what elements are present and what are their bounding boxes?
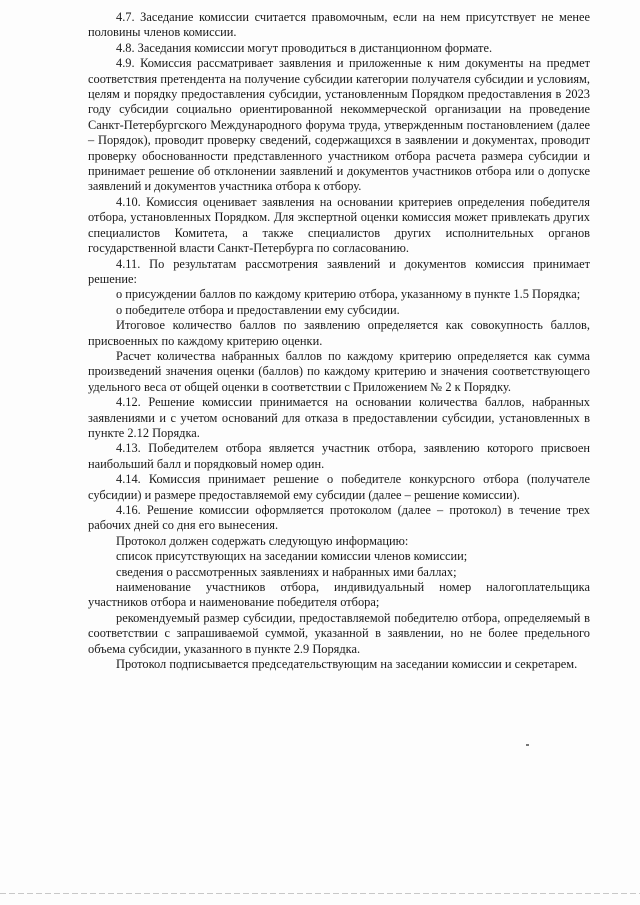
paragraph-4-16: 4.16. Решение комиссии оформляется протоколом (далее – протокол) в течение трех рабочих дней со дня его вынесения. (88, 503, 590, 533)
scan-speck (526, 744, 529, 746)
paragraph-4-13: 4.13. Победителем отбора является участник отбора, заявлению которого присвоен наибольший балл и порядковый номер один. (88, 441, 590, 471)
paragraph-4-10: 4.10. Комиссия оценивает заявления на основании критериев определения победителя отбора, установленных Порядком. Для экспертной оценки комиссия может привлекать других специалистов Комитета, а также специалистов других исполнительных органов государственной власти Санкт-Петербурга по согласованию. (88, 194, 590, 256)
document-body (88, 10, 590, 672)
paragraph-4-8: 4.8. Заседания комиссии могут проводиться в дистанционном формате. (116, 40, 493, 55)
paragraph-total-points: Итоговое количество баллов по заявлению определяется как совокупность баллов, присвоенных по каждому критерию оценки. (88, 318, 590, 348)
paragraph-4-14: 4.14. Комиссия принимает решение о победителе конкурсного отбора (получателе субсидии) и размере предоставляемой ему субсидии (далее – решение комиссии). (88, 472, 590, 502)
paragraph-4-7: 4.7. Заседание комиссии считается правомочным, если на нем присутствует не менее половины членов комиссии. (88, 10, 590, 40)
decision-item-winner: о победителе отбора и предоставлении ему субсидии. (116, 302, 400, 317)
scan-edge-line (0, 893, 640, 894)
paragraph-protocol-contents: Протокол должен содержать следующую информацию: (116, 533, 409, 548)
paragraph-4-12: 4.12. Решение комиссии принимается на основании количества баллов, набранных заявлениями и с учетом оснований для отказа в предоставлении субсидии, установленных в пункте 2.12 Порядка. (88, 395, 590, 440)
paragraph-points-calculation: Расчет количества набранных баллов по каждому критерию определяется как сумма произведений значения оценки (баллов) по каждому критерию и значения соответствующего удельного веса от общей оценки в соответствии с Приложением № 2 к Порядку. (88, 348, 590, 394)
protocol-item-subsidy-amount: рекомендуемый размер субсидии, предоставляемой победителю отбора, определяемый в соответствии с запрашиваемой суммой, указанной в заявлении, но не более предельного объема субсидии, указанного в пункте 2.9 Порядка. (88, 610, 590, 656)
paragraph-4-11: 4.11. По результатам рассмотрения заявлений и документов комиссия принимает решение: (88, 256, 590, 286)
paragraph-4-9: 4.9. Комиссия рассматривает заявления и приложенные к ним документы на предмет соответствия претендента на получение субсидии категории получателя субсидии и условиям, целям и порядку предоставления субсидии, установленным Порядком предоставления в 2023 году субсидии социально ориентированной некоммерческой организации на проведение Санкт-Петербургского Международного форума труда, утвержденным постановлением (далее – Порядок), проводит проверку сведений, содержащихся в заявлении и документах, проводит проверку обоснованности представленного участником отбора расчета размера субсидии и принимает решение об отклонении заявлений и документов участников отбора или о допуске заявлений и документов участника отбора к отбору. (88, 56, 590, 194)
protocol-item-participants: наименование участников отбора, индивидуальный номер налогоплательщика участников отбора и наименование победителя отбора; (88, 580, 590, 610)
protocol-item-applications: сведения о рассмотренных заявлениях и набранных ими баллах; (116, 564, 457, 579)
protocol-item-members: список присутствующих на заседании комиссии членов комиссии; (116, 549, 468, 564)
paragraph-protocol-signing: Протокол подписывается председательствующим на заседании комиссии и секретарем. (116, 657, 578, 672)
decision-item-points: о присуждении баллов по каждому критерию отбора, указанному в пункте 1.5 Порядка; (116, 287, 581, 302)
